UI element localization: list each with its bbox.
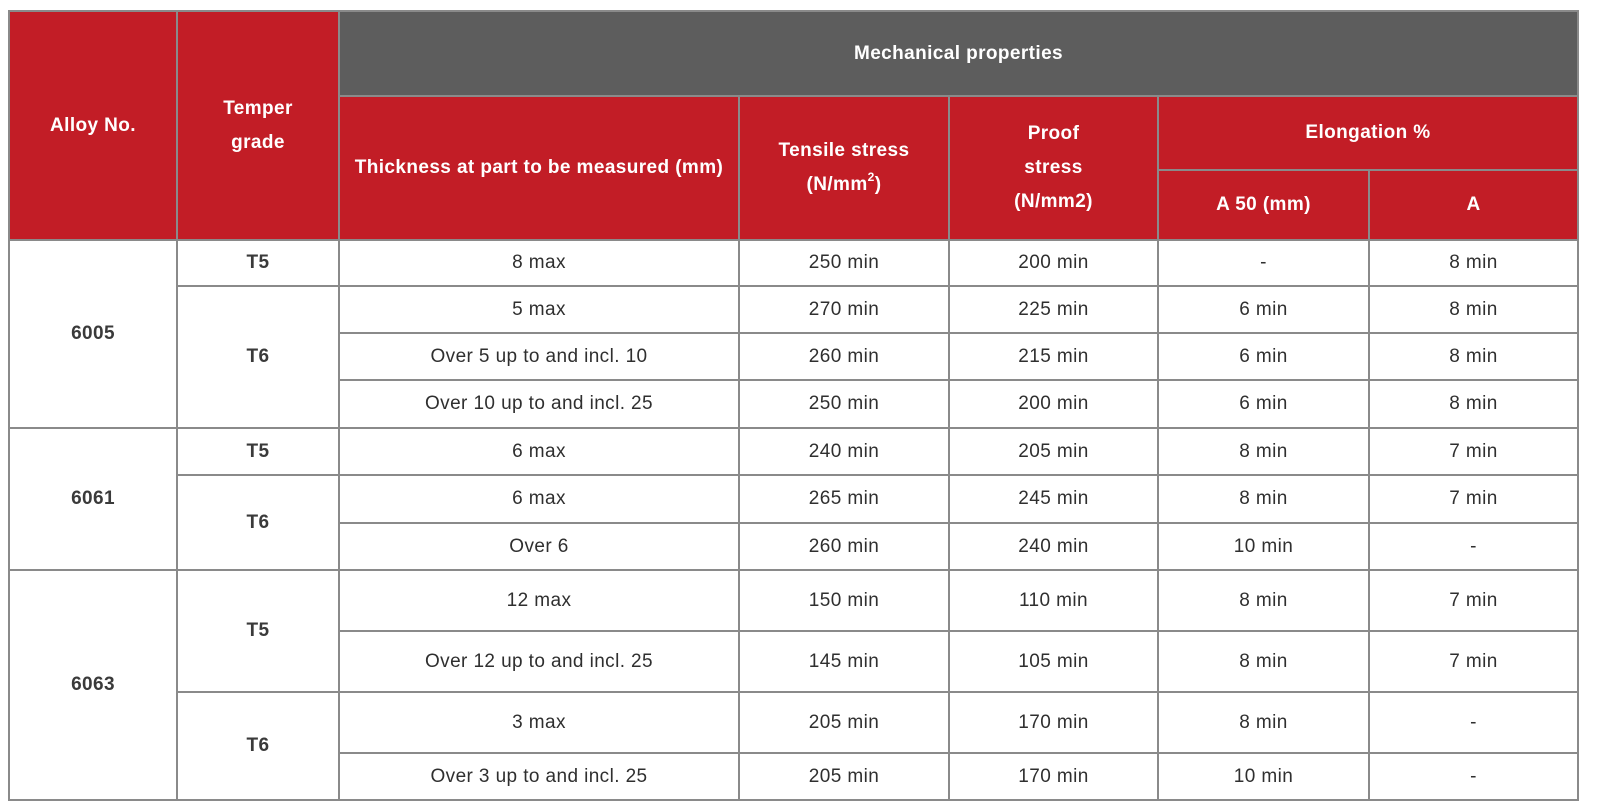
a50-cell: 10 min [1159,754,1368,799]
proof-cell: 170 min [950,693,1157,752]
header-proof-stress: Proof stress (N/mm2) [950,97,1157,239]
tensile-cell: 250 min [740,381,948,427]
a50-cell: - [1159,241,1368,285]
proof-cell: 240 min [950,524,1157,569]
a50-cell: 8 min [1159,476,1368,522]
tensile-unit-prefix: (N/mm [806,174,868,195]
header-mechanical-properties: Mechanical properties [340,12,1577,95]
a50-cell: 10 min [1159,524,1368,569]
tensile-cell: 205 min [740,754,948,799]
a50-cell: 8 min [1159,632,1368,691]
temper-cell: T6 [178,287,338,427]
a-cell: 8 min [1370,334,1577,379]
header-elongation: Elongation % [1159,97,1577,169]
mechanical-properties-table [8,10,1579,801]
a50-cell: 6 min [1159,287,1368,332]
temper-cell: T6 [178,693,338,799]
alloy-cell: 6063 [10,571,176,799]
header-thickness: Thickness at part to be measured (mm) [340,97,738,239]
header-temper-grade: Temper grade [178,12,338,239]
temper-cell: T5 [178,429,338,474]
proof-cell: 205 min [950,429,1157,474]
proof-cell: 200 min [950,241,1157,285]
header-a: A [1370,171,1577,239]
alloy-cell: 6061 [10,429,176,569]
a-cell: 8 min [1370,241,1577,285]
tensile-cell: 260 min [740,524,948,569]
thickness-cell: Over 10 up to and incl. 25 [340,381,738,427]
a50-cell: 6 min [1159,334,1368,379]
a-cell: - [1370,524,1577,569]
header-tensile-stress [740,97,948,239]
a-cell: 7 min [1370,429,1577,474]
proof-cell: 225 min [950,287,1157,332]
tensile-cell: 145 min [740,632,948,691]
a-cell: 7 min [1370,476,1577,522]
proof-cell: 105 min [950,632,1157,691]
a50-cell: 8 min [1159,429,1368,474]
a-cell: 8 min [1370,381,1577,427]
proof-cell: 245 min [950,476,1157,522]
thickness-cell: Over 5 up to and incl. 10 [340,334,738,379]
thickness-cell: Over 3 up to and incl. 25 [340,754,738,799]
alloy-cell: 6005 [10,241,176,427]
tensile-unit-suffix: ) [874,174,882,195]
a-cell: 8 min [1370,287,1577,332]
thickness-cell: 12 max [340,571,738,630]
header-tensile-stress-unit [779,168,910,202]
thickness-cell: Over 12 up to and incl. 25 [340,632,738,691]
tensile-unit-superscript: 2 [867,169,875,184]
a-cell: 7 min [1370,571,1577,630]
thickness-cell: 5 max [340,287,738,332]
a-cell: - [1370,693,1577,752]
temper-cell: T5 [178,571,338,691]
thickness-cell: 8 max [340,241,738,285]
temper-cell: T6 [178,476,338,569]
temper-cell: T5 [178,241,338,285]
thickness-cell: 3 max [340,693,738,752]
a50-cell: 8 min [1159,571,1368,630]
header-tensile-stress-label: Tensile stress [778,140,910,161]
thickness-cell: 6 max [340,429,738,474]
thickness-cell: 6 max [340,476,738,522]
proof-cell: 170 min [950,754,1157,799]
tensile-cell: 265 min [740,476,948,522]
tensile-cell: 260 min [740,334,948,379]
a50-cell: 6 min [1159,381,1368,427]
tensile-cell: 205 min [740,693,948,752]
tensile-cell: 150 min [740,571,948,630]
a-cell: 7 min [1370,632,1577,691]
proof-cell: 215 min [950,334,1157,379]
thickness-cell: Over 6 [340,524,738,569]
proof-cell: 200 min [950,381,1157,427]
a50-cell: 8 min [1159,693,1368,752]
tensile-cell: 240 min [740,429,948,474]
header-a50: A 50 (mm) [1159,171,1368,239]
header-alloy-no: Alloy No. [10,12,176,239]
tensile-cell: 250 min [740,241,948,285]
proof-cell: 110 min [950,571,1157,630]
a-cell: - [1370,754,1577,799]
tensile-cell: 270 min [740,287,948,332]
